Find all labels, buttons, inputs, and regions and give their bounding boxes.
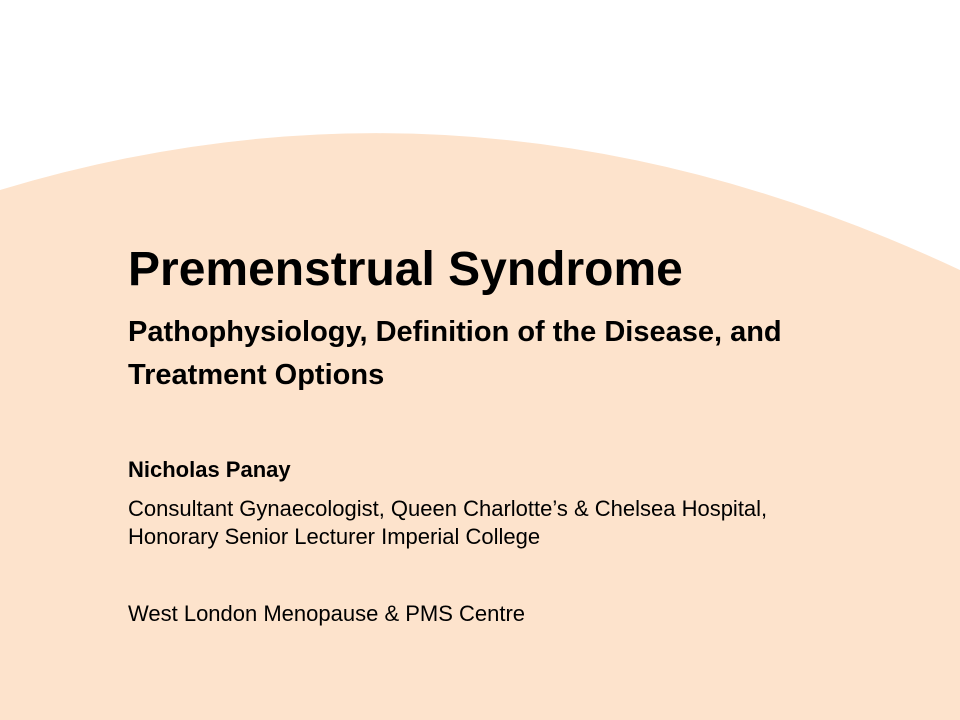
slide-subtitle: Pathophysiology, Definition of the Disease, and Treatment Options <box>128 316 782 391</box>
author-name: Nicholas Panay <box>128 457 291 482</box>
author-affiliation: Consultant Gynaecologist, Queen Charlotte’s & Chelsea Hospital, Honorary Senior Lecturer Imperial College <box>128 496 768 549</box>
peach-arc <box>0 133 960 720</box>
centre-name: West London Menopause & PMS Centre <box>128 601 526 626</box>
slide-title: Premenstrual Syndrome <box>128 243 683 296</box>
